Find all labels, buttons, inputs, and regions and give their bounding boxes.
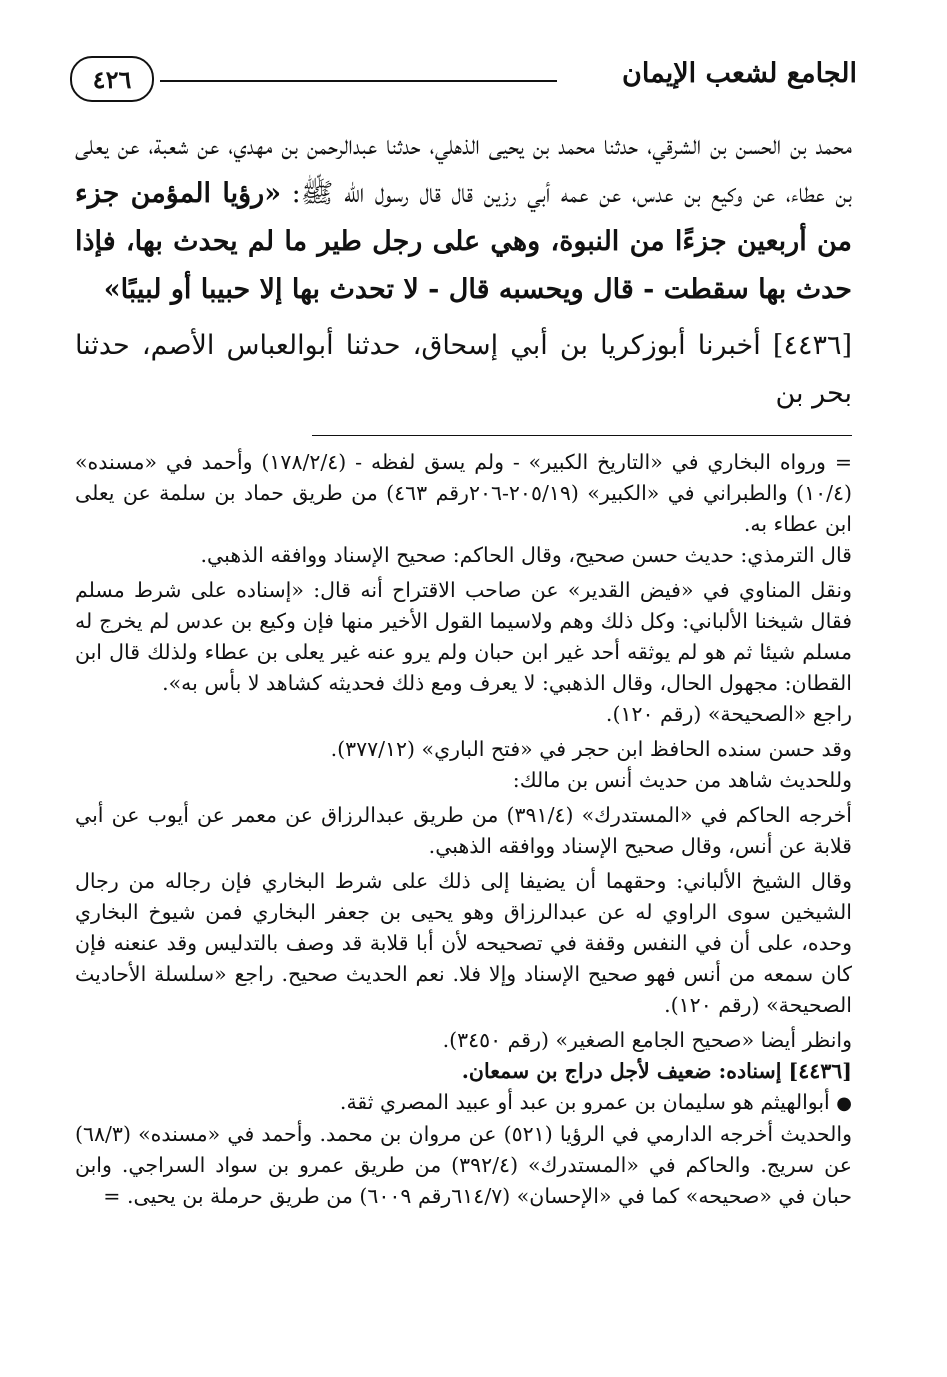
footnote-paragraph: والحديث أخرجه الدارمي في الرؤيا (٥٢١) عن مروان بن محمد. وأحمد في «مسنده» (٦٨/٣) عن سريج. والحاكم في «المستدرك» (٣٩٢/٤) من طريق عمرو بن سواد السراجي. وابن حبان في «صحيحه» كما في «الإحسان» (٦١٤/٧رقم ٦٠٠٩) من طريق حرملة بن يحيى. =: [75, 1122, 852, 1208]
isnad-text: محمد بن الحسن بن الشرقي، حدثنا محمد بن يحيى الذهلي، حدثنا عبدالرحمن بن مهدي، عن شعبة، عن يعلى بن عطاء، عن وكيع بن عدس، عن عمه أبي رزين قال قال رسول الله ﷺ:: [75, 130, 853, 209]
footnote-bullet-item: [75, 1087, 852, 1119]
main-paragraph-1: [75, 122, 852, 314]
footnote-paragraph: قال الترمذي: حديث حسن صحيح، وقال الحاكم: صحيح الإسناد ووافقه الذهبي.: [200, 543, 852, 567]
footnote-paragraph: = ورواه البخاري في «التاريخ الكبير» - ولم يسق لفظه - (١٧٨/٢/٤) وأحمد في «مسنده» (١٠/٤) والطبراني في «الكبير» (٢٠٥/١٩-٢٠٦رقم ٤٦٣) من طريق حماد بن سلمة عن يعلى ابن عطاء به.: [75, 450, 853, 536]
footnote-paragraph: أخرجه الحاكم في «المستدرك» (٣٩١/٤) من طريق عبدالرزاق عن معمر عن أيوب عن أبي قلابة عن أنس، وقال صحيح الإسناد ووافقه الذهبي.: [75, 803, 852, 858]
hadith-text: «رؤيا المؤمن جزء من أربعين جزءًا من النبوة، وهي على رجل طير ما لم يحدث بها، فإذا حدث بها سقطت - قال ويحسبه قال - لا تحدث بها إلا حبيبا أو لبيبًا»: [75, 178, 852, 305]
main-text: [75, 122, 852, 418]
footnote-paragraph: وللحديث شاهد من حديث أنس بن مالك:: [512, 768, 852, 792]
footnote-paragraph: ونقل المناوي في «فيض القدير» عن صاحب الاقتراح أنه قال: «إسناده على شرط مسلم فقال شيخنا الألباني: وكل ذلك وهم ولاسيما القول الأخير منها فإن وكيع بن عدس لم يخرج له مسلم شيئا ثم هو لم يوثقه أحد غير ابن حبان ولم يرو عنه غير يعلى بن عطاء ولذلك قال ابن القطان: مجهول الحال، وقال الذهبي: لا يعرف ومع ذلك فحديثه كشاهد لا بأس به».: [75, 578, 852, 695]
bullet-icon: ●: [836, 1093, 852, 1114]
footnote-hadith-number: [٤٤٣٦]: [788, 1059, 852, 1083]
header-rule: [160, 80, 557, 82]
footnote-paragraph: وقال الشيخ الألباني: وحقهما أن يضيفا إلى ذلك على شرط البخاري فإن رجاله من رجال الشيخين سوى الراوي له عن عبدالرزاق وهو يحيى بن جعفر البخاري فمن شيوخ البخاري وحده، على أن في النفس وقفة في تصحيحه لأن أبا قلابة قد وصف بالتدليس وقد عنعنه فإن كان سمعه من أنس فهو صحيح الإسناد وإلا فلا. نعم الحديث صحيح. راجع «سلسلة الأحاديث الصحيحة» (رقم ١٢٠).: [75, 869, 852, 1017]
footnote-paragraph: وانظر أيضا «صحيح الجامع الصغير» (رقم ٣٤٥٠).: [442, 1028, 852, 1052]
hadith-number: [٤٤٣٦]: [772, 330, 852, 361]
isnad-text-2: أخبرنا أبوزكريا بن أبي إسحاق، حدثنا أبوالعباس الأصم، حدثنا بحر بن: [75, 330, 852, 409]
footnote-paragraph: راجع «الصحيحة» (رقم ١٢٠).: [605, 702, 852, 726]
main-paragraph-2: [75, 322, 852, 418]
page-number-badge: ٤٢٦: [70, 56, 154, 102]
footnote-paragraph: وقد حسن سنده الحافظ ابن حجر في «فتح الباري» (٣٧٧/١٢).: [330, 737, 852, 761]
running-title: الجامع لشعب الإيمان: [622, 58, 857, 89]
page-header: [60, 52, 857, 108]
isnad-grade-text: إسناده: ضعيف لأجل دراج بن سمعان.: [461, 1059, 789, 1083]
bullet-text: أبوالهيثم هو سليمان بن عمرو بن عبد أو عبيد المصري ثقة.: [339, 1090, 837, 1114]
footnotes: [75, 447, 852, 1216]
footnote-isnad-grade: [75, 1056, 852, 1087]
footnote-separator: [312, 435, 852, 436]
